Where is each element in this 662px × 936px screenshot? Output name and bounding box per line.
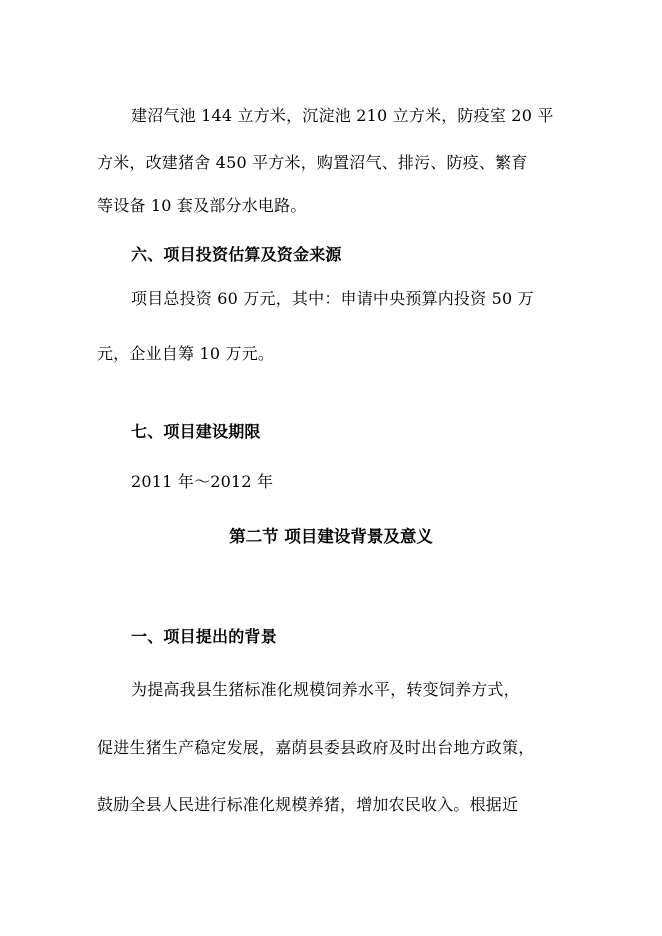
paragraph-line: 等设备 10 套及部分水电路。	[97, 196, 307, 215]
section-title: 第二节 项目建设背景及意义	[229, 527, 433, 546]
paragraph-line: 为提高我县生猪标准化规模饲养水平，转变饲养方式，	[131, 680, 520, 699]
section-heading-period: 七、项目建设期限	[131, 422, 261, 441]
construction-period: 2011 年～2012 年	[131, 472, 274, 491]
paragraph-line: 元，企业自筹 10 万元。	[97, 344, 275, 363]
subsection-heading-background: 一、项目提出的背景	[131, 627, 277, 646]
paragraph-line: 建沼气池 144 立方米，沉淀池 210 立方米，防疫室 20 平	[131, 106, 554, 125]
paragraph-line: 方米，改建猪舍 450 平方米，购置沼气、排污、防疫、繁育	[97, 153, 528, 172]
paragraph-line: 鼓励全县人民进行标准化规模养猪，增加农民收入。根据近	[97, 795, 519, 814]
paragraph-line: 项目总投资 60 万元，其中：申请中央预算内投资 50 万	[131, 289, 534, 308]
section-heading-investment: 六、项目投资估算及资金来源	[131, 245, 342, 264]
paragraph-line: 促进生猪生产稳定发展，嘉荫县委县政府及时出台地方政策，	[97, 738, 535, 757]
